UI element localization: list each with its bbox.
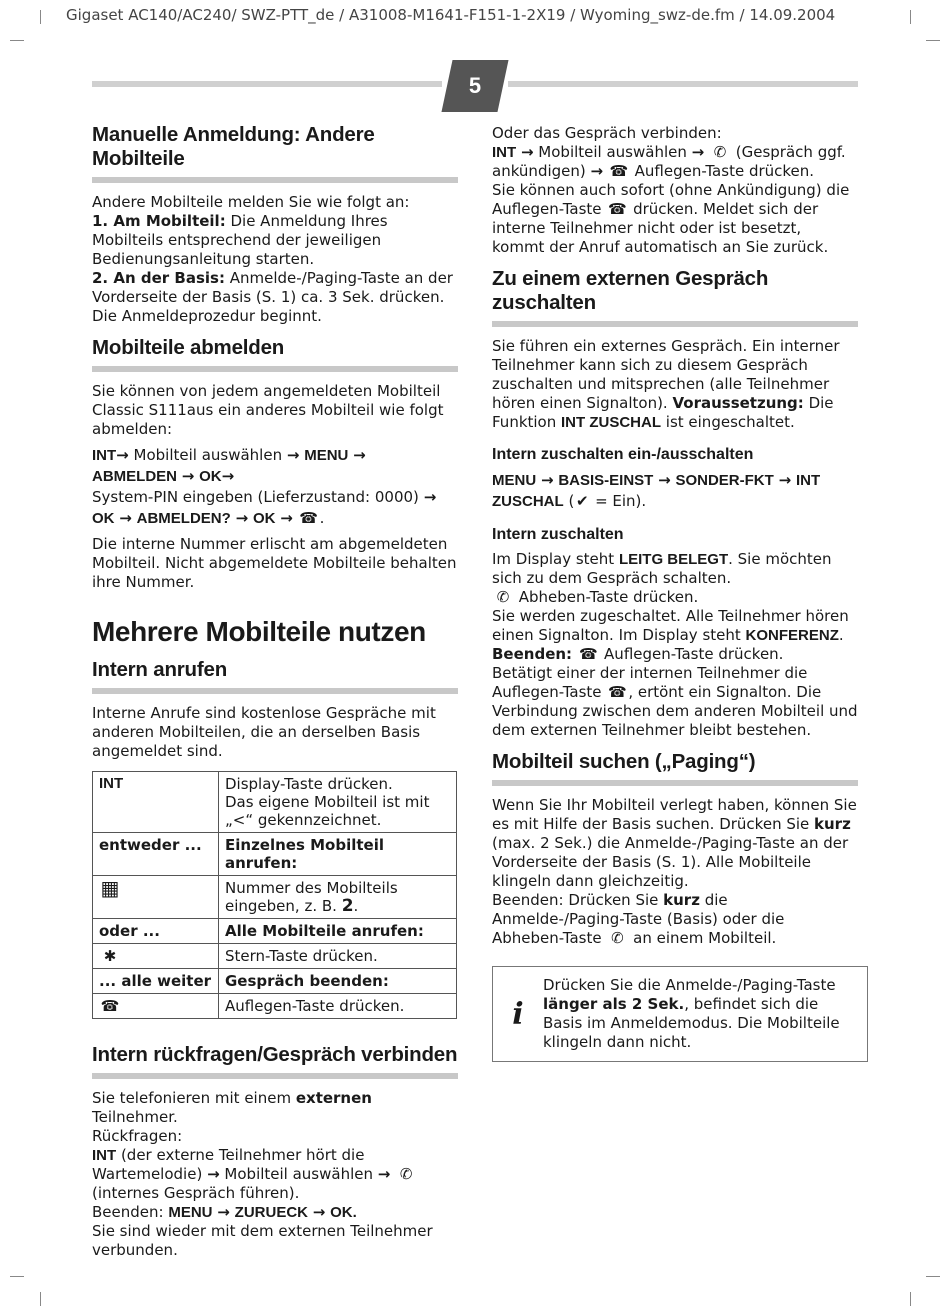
paragraph: Rückfragen: (92, 1127, 183, 1145)
lift-key-icon: ✆ (399, 1165, 413, 1183)
section-title: Mobilteil suchen („Paging“) (492, 750, 858, 786)
paragraph (92, 269, 458, 326)
arrow-icon: → (691, 143, 705, 161)
section-title: Zu einem externen Gespräch zuschalten (492, 267, 858, 327)
key-int: INT (492, 144, 517, 161)
step-label: 2. An der Basis: (92, 269, 225, 287)
table-cell: Einzelnes Mobilteil anrufen: (219, 833, 457, 876)
paragraph: Sie können auch sofort (ohne Ankündigung) die Auflegen-Taste ☎ drücken. Meldet sich der interne Teilnehmer nicht oder ist besetzt, kommt der Anruf automatisch an Sie zurück. (492, 181, 850, 256)
arrow-icon: → (540, 471, 554, 489)
arrow-icon: → (207, 1165, 220, 1183)
arrow-icon: → (778, 471, 792, 489)
section-title: Intern rückfragen/Gespräch verbinden (92, 1043, 458, 1079)
keypad-icon: ▦ (100, 876, 120, 900)
crop-mark (926, 40, 940, 41)
punctuation: . (319, 509, 325, 527)
info-text: Drücken Sie die Anmelde-/Paging-Taste länger als 2 Sek., befindet sich die Basis im Anmeldemodus. Die Mobilteile klingeln dann nicht. (543, 976, 840, 1051)
hang-up-key-icon: ☎ (609, 162, 629, 180)
key-abmelden-confirm: ABMELDEN? (136, 510, 231, 527)
key-ok: OK. (330, 1204, 357, 1221)
table-cell: entweder ... (93, 833, 219, 876)
crop-mark (10, 40, 24, 41)
table-cell: Alle Mobilteile anrufen: (219, 919, 457, 944)
table-cell (93, 994, 219, 1019)
paragraph: Betätigt einer der internen Teilnehmer die Auflegen-Taste ☎ , ertönt ein Signalton. Die Verbindung zwischen dem anderen Mobilteil und dem externen Teilnehmer bleibt bestehen. (492, 664, 858, 739)
table-cell (93, 876, 219, 919)
step-text: Die Anmeldung Ihres Mobilteils entsprechend der jeweiligen Bedienungsanleitung starten. (92, 212, 388, 268)
crop-mark (910, 1292, 911, 1306)
chapter-title: Mehrere Mobilteile nutzen (92, 616, 426, 647)
crop-mark (10, 1276, 24, 1277)
key-int: INT (92, 1147, 117, 1164)
paragraph: Sie telefonieren mit einem externen Teilnehmer. (92, 1089, 372, 1126)
table-row (93, 833, 457, 876)
arrow-icon: → (280, 509, 293, 527)
cell-text: Display-Taste drücken. (225, 775, 393, 793)
key-menu: MENU (168, 1204, 213, 1221)
info-icon: i (512, 996, 524, 1032)
paragraph: Interne Anrufe sind kostenlose Gespräche mit anderen Mobilteilen, die an derselben Basis angemeldet sind. (92, 704, 436, 760)
arrow-icon: → (217, 1203, 230, 1221)
page-number-tab (441, 60, 508, 112)
page-number: 5 (468, 73, 482, 98)
key-int: INT (92, 447, 117, 464)
crop-mark (926, 1276, 940, 1277)
paragraph: Sie sind wieder mit dem externen Teilnehmer verbunden. (92, 1222, 433, 1259)
cell-text: Das eigene Mobilteil ist mit „<“ gekennzeichnet. (225, 793, 430, 829)
paragraph: Die interne Nummer erlischt am abgemeldeten Mobilteil. Nicht abgemeldete Mobilteile behalten ihre Nummer. (92, 535, 457, 591)
step-label: 1. Am Mobilteil: (92, 212, 226, 230)
header-rule-left (92, 81, 442, 87)
punctuation: . (353, 897, 359, 915)
section-title: Intern anrufen (92, 658, 458, 694)
section-title: Manuelle Anmeldung: Andere Mobilteile (92, 123, 458, 183)
arrow-icon: → (377, 1165, 391, 1183)
table-cell: oder ... (93, 919, 219, 944)
crop-mark (40, 1292, 41, 1306)
arrow-icon: → (520, 143, 534, 161)
paragraph: Beenden: ☎ Auflegen-Taste drücken. (492, 645, 784, 663)
digit: 2 (341, 896, 354, 916)
table-row (93, 772, 457, 833)
table-cell (93, 944, 219, 969)
arrow-icon: → (235, 509, 249, 527)
paragraph: Wenn Sie Ihr Mobilteil verlegt haben, können Sie es mit Hilfe der Basis suchen. Drücken Sie kurz (max. 2 Sek.) die Anmelde-/Paging-Taste an der Vorderseite der Basis (S. 1). Alle Mobilteile klingeln dann gleichzeitig. (492, 796, 857, 890)
key-ok: OK (199, 468, 222, 485)
table-cell (219, 876, 457, 919)
paragraph: Im Display steht LEITG BELEGT. Sie möchten sich zu dem Gespräch schalten. (492, 550, 832, 587)
hang-up-key-icon: ☎ (578, 645, 598, 663)
paragraph: Sie werden zugeschaltet. Alle Teilnehmer hören einen Signalton. Im Display steht KONFERENZ. (492, 607, 849, 644)
hang-up-key-icon: ☎ (607, 200, 627, 218)
subsection-title: Intern zuschalten ein-/ausschalten (492, 446, 754, 463)
key-ok: OK (92, 510, 115, 527)
cell-text: Nummer des Mobilteils eingeben, z. B. (225, 879, 398, 915)
arrow-icon: → (181, 467, 195, 485)
arrow-icon: → (119, 509, 132, 527)
table-row (93, 994, 457, 1019)
table-cell: Gespräch beenden: (219, 969, 457, 994)
paragraph: Oder das Gespräch verbinden: (492, 124, 722, 142)
step-text: Anmelde-/Paging-Taste an der Vorderseite der Basis (S. 1) ca. 3 Sek. drücken. Die Anmeldeprozedur beginnt. (92, 269, 453, 325)
info-box (492, 966, 868, 1062)
arrow-icon: → (353, 446, 366, 464)
lift-key-icon: ✆ (611, 929, 624, 947)
table-row (93, 944, 457, 969)
paragraph (92, 212, 458, 269)
key-ok: OK (252, 510, 276, 527)
arrow-icon: → (590, 162, 604, 180)
header-rule-right (508, 81, 858, 87)
crop-mark (910, 10, 911, 24)
table-row (93, 876, 457, 919)
key-menu: MENU (304, 447, 349, 464)
key-sequence (92, 445, 458, 529)
key-sequence: MENU → BASIS-EINST → SONDER-FKT → INT ZUSCHAL ( ✔ = Ein). (492, 471, 821, 510)
star-key-icon: ✱ (103, 947, 117, 965)
paragraph: INT (der externe Teilnehmer hört die Wartemelodie) → Mobilteil auswählen → ✆ (internes Gespräch führen). (92, 1146, 458, 1203)
key-abmelden: ABMELDEN (92, 468, 177, 485)
left-column (92, 123, 458, 1260)
table-cell: INT (93, 772, 219, 833)
arrow-icon: → (312, 1203, 326, 1221)
hang-up-key-icon: ☎ (100, 997, 120, 1015)
paragraph: ✆ Abheben-Taste drücken. (492, 588, 858, 607)
step-text: System-PIN eingeben (Lieferzustand: 0000) (92, 488, 424, 506)
table-row (93, 919, 457, 944)
instruction-table (92, 771, 457, 1019)
lift-key-icon: ✆ (713, 143, 727, 161)
section-title: Mobilteile abmelden (92, 336, 458, 372)
table-cell: Stern-Taste drücken. (219, 944, 457, 969)
crop-mark (40, 10, 41, 24)
step-text: Mobilteil auswählen (128, 446, 287, 464)
right-column (492, 124, 858, 1062)
key-zurueck: ZURUECK (234, 1204, 308, 1221)
running-header: Gigaset AC140/AC240/ SWZ-PTT_de / A31008-M1641-F151-1-2X19 / Wyoming_swz-de.fm / 14.09.2004 (66, 6, 836, 24)
paragraph: INT → Mobilteil auswählen → ✆ (Gespräch ggf. ankündigen) → ☎ Auflegen-Taste drücken. (492, 143, 846, 180)
arrow-icon: → (658, 471, 671, 489)
paragraph: Beenden: Drücken Sie kurz die Anmelde-/Paging-Taste (Basis) oder die Abheben-Taste ✆ an einem Mobilteil. (492, 891, 785, 947)
check-icon: ✔ (576, 492, 589, 510)
hang-up-key-icon: ☎ (607, 683, 627, 701)
lift-key-icon: ✆ (496, 588, 510, 606)
hang-up-key-icon: ☎ (299, 509, 318, 527)
arrow-icon: → (116, 446, 129, 464)
table-cell (219, 772, 457, 833)
paragraph: Sie können von jedem angemeldeten Mobilteil Classic S111aus ein anderes Mobilteil wie folgt abmelden: (92, 382, 444, 438)
table-row (93, 969, 457, 994)
paragraph: Beenden: MENU → ZURUECK → OK. (92, 1203, 357, 1221)
arrow-icon: → (286, 446, 300, 464)
arrow-icon: → (423, 488, 437, 506)
paragraph: Sie führen ein externes Gespräch. Ein interner Teilnehmer kann sich zu diesem Gespräch zuschalten und mitsprechen (alle Teilnehmer hören einen Signalton). Voraussetzung: Die Funktion INT ZUSCHAL ist eingeschaltet. (492, 337, 840, 431)
arrow-icon: → (221, 467, 235, 485)
subsection-title: Intern zuschalten (492, 526, 624, 543)
table-cell: ... alle weiter (93, 969, 219, 994)
paragraph: Andere Mobilteile melden Sie wie folgt an: (92, 193, 410, 211)
table-cell: Auflegen-Taste drücken. (219, 994, 457, 1019)
